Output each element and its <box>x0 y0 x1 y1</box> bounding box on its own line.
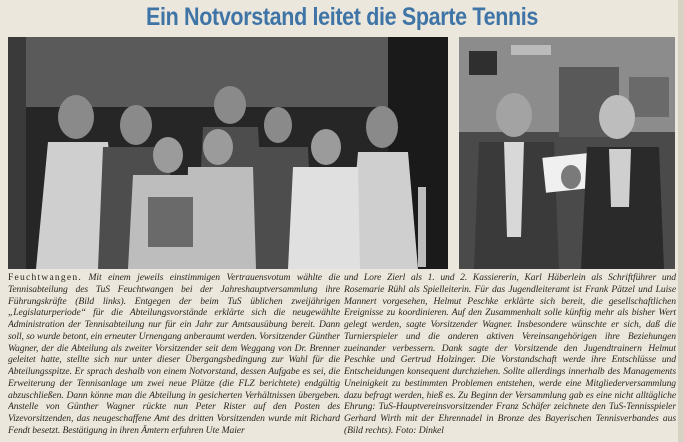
article-dateline: Feuchtwangen. <box>8 272 82 283</box>
article-column-left <box>8 272 340 440</box>
article-paragraph <box>8 272 340 437</box>
article-text-left: Mit einem jeweils einstimmigen Vertrauensvotum wählte die Tennisabteilung des TuS Feuchtwangen bei der Jahreshauptversammlung ihre Führungskräfte (Bild links). Entgegen der beim TuS üblichen zweijährigen „Legislaturperiode“ für die Abteilungsvorstände erklärte sich die neugewählte Administration der Tennisabteilung nur für ein Jahr zur Amtsausübung bereit. Dann soll, so wurde betont, ein erneuter Urnengang anberaumt werden. Vorsitzender Günther Wagner, der die Abteilung als zweiter Vorsitzender seit dem Weggang von Dr. Brenner geleitet hatte, stellte sich nur unter dieser Übergangsbedingung zur Wahl für die Abteilungsspitze. Er sprach deshalb von einem Notvorstand, dessen Aufgabe es sei, die Erweiterung der Tennisanlage um zwei neue Plätze (die FLZ berichtete) endgültig abzuschließen. Dann könne man die Abteilung in gesicherten Verhältnissen übergeben. Anstelle von Günther Wagner rückte nun Peter Rister auf den Posten des Vizevorsitzenden, das neugeschaffene Amt des dritten Vorsitzenden wurde mit Richard Fendt besetzt. Bestätigung in ihren Ämtern erfuhren Ute Maier <box>8 272 340 436</box>
article-text-right: und Lore Zierl als 1. und 2. Kassiererin, Karl Häberlein als Schriftführer und Rosemarie Rühl als Spielleiterin. Für das Jugendleiteramt ist Frank Pätzel und Luise Mannert vorgesehen, Helmut Peschke erklärte sich bereit, die gesellschaftlichen Ereignisse zu koordinieren. Auf den Zusammenhalt solle künftig mehr als bisher Wert gelegt werden, sagte Vorsitzender Wagner. Insbesondere wünschte er sich, daß die Turnierspieler und die anderen aktiven Vereinsangehörigen ihre Beziehungen zueinander verbessern. Dank sagte der Vorsitzende den Jugendtrainern Helmut Peschke und Gertrud Holzinger. Die Vorstandschaft werde ihre Entschlüsse und Entscheidungen konsequent durchziehen. Sollte allerdings innerhalb des Managements Uneinigkeit zu bestimmten Problemen entstehen, werde eine Mitgliederversammlung dazu befragt werden, hieß es. Zu Beginn der Versammlung gab es eine nicht alltägliche Ehrung: TuS-Hauptvereinsvorsitzender Franz Schäfer zeichnete den TuS-Tennisspieler Gerhard Wirth mit der Ehrennadel in Bronze des Bayerischen Tennisverbandes aus (Bild rechts). Foto: Dinkel <box>344 272 676 436</box>
article-column-right <box>344 272 676 440</box>
honor-photo <box>459 37 675 269</box>
honor-photo-image <box>459 37 675 269</box>
headline: Ein Notvorstand leitet die Sparte Tennis <box>145 3 539 31</box>
group-photo <box>8 37 448 269</box>
group-photo-image <box>8 37 448 269</box>
page-edge <box>678 0 684 442</box>
